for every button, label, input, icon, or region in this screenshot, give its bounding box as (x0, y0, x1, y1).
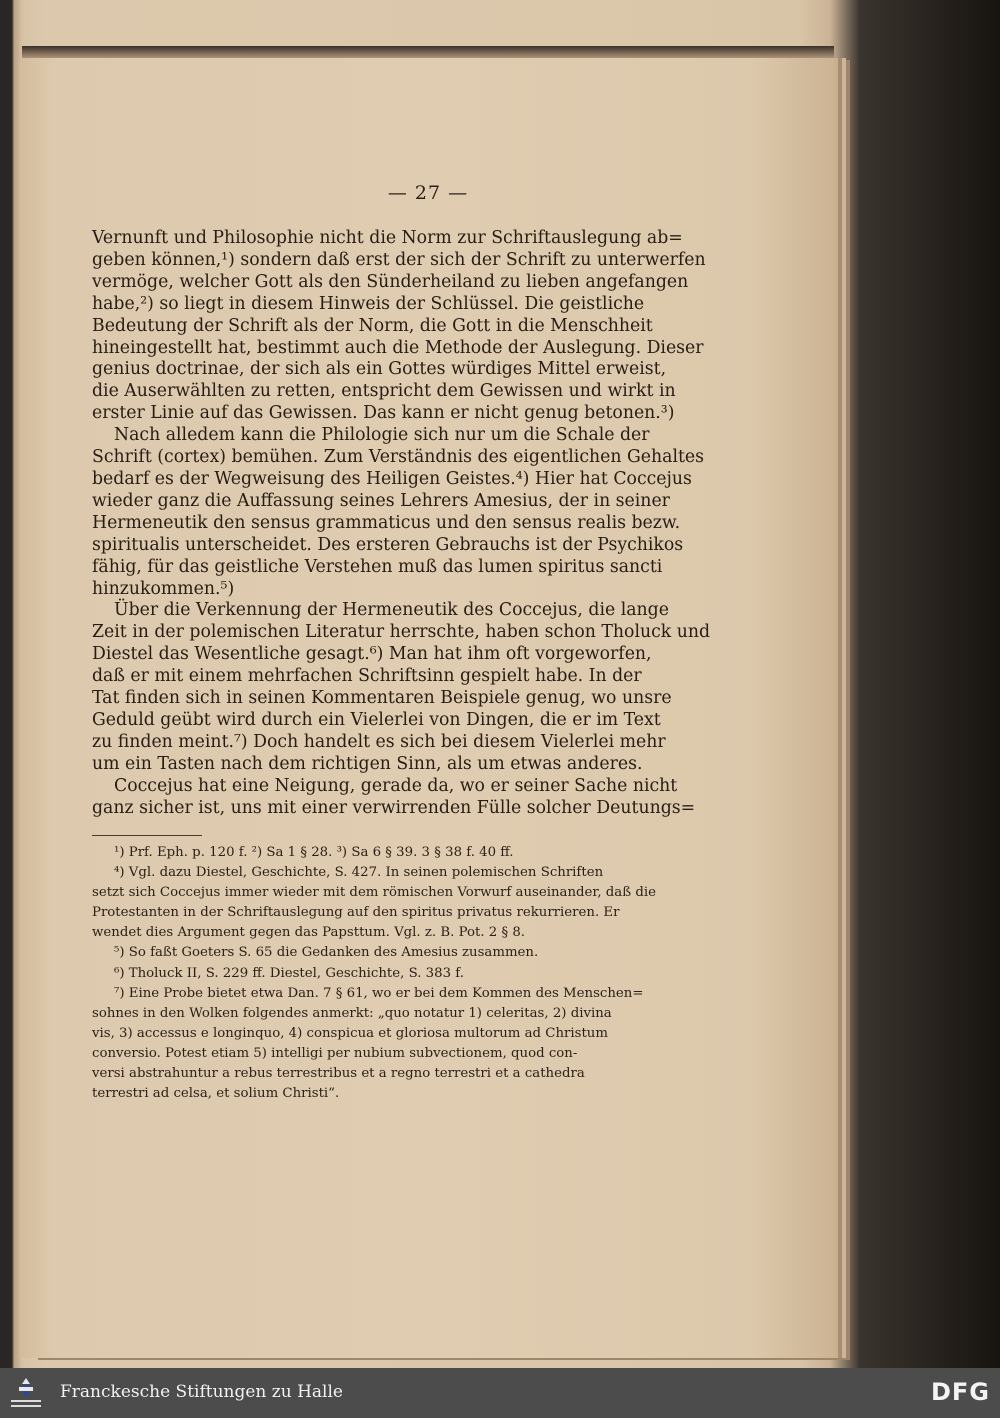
text-line: zu finden meint.⁷) Doch handelt es sich bei diesem Vielerlei mehr (92, 731, 666, 752)
text-line: wieder ganz die Auffassung seines Lehrers Amesius, der in seiner (92, 490, 670, 511)
text-line: daß er mit einem mehrfachen Schriftsinn gespielt habe. In der (92, 666, 642, 687)
text-line: habe,²) so liegt in diesem Hinweis der Schlüssel. Die geistliche (92, 293, 645, 314)
text-line: geben können,¹) sondern daß erst der sich der Schrift zu unterwerfen (92, 249, 706, 270)
footnote-line: ¹) Prf. Eph. p. 120 f. ²) Sa 1 § 28. ³) Sa 6 § 39. 3 § 38 f. 40 ff. (114, 845, 514, 860)
text-line: genius doctrinae, der sich als ein Gottes würdiges Mittel erweist, (92, 359, 667, 380)
text-line: Über die Verkennung der Hermeneutik des Coccejus, die lange (114, 600, 669, 621)
text-line: Schrift (cortex) bemühen. Zum Verständnis des eigentlichen Gehaltes (92, 447, 705, 468)
text-line: Geduld geübt wird durch ein Vielerlei von Dingen, die er im Text (92, 709, 661, 730)
paragraph (92, 228, 706, 425)
footnote-line: setzt sich Coccejus immer wieder mit dem römischen Vorwurf auseinander, daß die (92, 885, 656, 901)
footnote-line: ⁶) Tholuck II, S. 229 ff. Diestel, Geschichte, S. 383 f. (114, 965, 464, 981)
footnote-separator (92, 835, 202, 836)
text-line: fähig, für das geistliche Verstehen muß das lumen spiritus sancti (92, 556, 663, 577)
text-line: bedarf es der Wegweisung des Heiligen Geistes.⁴) Hier hat Coccejus (92, 468, 692, 489)
text-line: ganz sicher ist, uns mit einer verwirrenden Fülle solcher Deutungs= (92, 797, 696, 818)
text-line: Bedeutung der Schrift als der Norm, die Gott in die Menschheit (92, 315, 653, 336)
footnote-line: ⁴) Vgl. dazu Diestel, Geschichte, S. 427. In seinen polemischen Schriften (114, 865, 604, 881)
book-page (22, 58, 834, 1358)
viewer-footer (0, 1368, 1000, 1418)
footnote-line: versi abstrahuntur a rebus terrestribus et a regno terrestri et a cathedra (92, 1066, 585, 1082)
text-line: hinzukommen.⁵) (92, 578, 235, 599)
text-line: Zeit in der polemischen Literatur herrschte, haben schon Tholuck und (92, 622, 711, 643)
footnote-line: vis, 3) accessus e longinquo, 4) conspicua et gloriosa multorum ad Christum (92, 1025, 608, 1041)
page-number: — 27 — (387, 182, 469, 204)
text-line: vermöge, welcher Gott als den Sünderheiland zu lieben angefangen (92, 271, 689, 292)
paragraph (92, 425, 705, 600)
text-line: spiritualis unterscheidet. Des ersteren Gebrauchs ist der Psychikos (92, 534, 684, 555)
text-line: hineingestellt hat, bestimmt auch die Methode der Auslegung. Dieser (92, 337, 704, 358)
footnotes (92, 843, 656, 1104)
text-line: die Auserwählten zu retten, entspricht dem Gewissen und wirkt in (92, 381, 676, 402)
text-line: Hermeneutik den sensus grammaticus und den sensus realis bezw. (92, 512, 681, 533)
footnote-line: conversio. Potest etiam 5) intelligi per nubium subvectionem, quod con- (92, 1045, 578, 1061)
footnote-line: Protestanten in der Schriftauslegung auf den spiritus privatus rekurrieren. Er (92, 905, 620, 921)
text-line: Tat finden sich in seinen Kommentaren Beispiele genug, wo unsre (92, 688, 672, 709)
footnote-line: ⁷) Eine Probe bietet etwa Dan. 7 § 61, wo er bei dem Kommen des Menschen= (114, 985, 644, 1001)
text-line: Coccejus hat eine Neigung, gerade da, wo er seiner Sache nicht (114, 775, 678, 796)
footer-title[interactable]: Franckesche Stiftungen zu Halle (60, 1382, 343, 1402)
dfg-logo[interactable]: DFG (930, 1378, 990, 1406)
text-line: Diestel das Wesentliche gesagt.⁶) Man hat ihm oft vorgeworfen, (92, 644, 652, 665)
franckesche-logo-icon[interactable] (8, 1374, 44, 1412)
text-line: Nach alledem kann die Philologie sich nur um die Schale der (114, 425, 650, 446)
paragraph (92, 775, 696, 820)
footnote-line: ⁵) So faßt Goeters S. 65 die Gedanken des Amesius zusammen. (114, 945, 539, 961)
footnote-line: wendet dies Argument gegen das Papsttum. Vgl. z. B. Pot. 2 § 8. (92, 925, 526, 941)
text-line: um ein Tasten nach dem richtigen Sinn, als um etwas anderes. (92, 753, 643, 774)
paragraph (92, 600, 711, 775)
text-line: Vernunft und Philosophie nicht die Norm zur Schriftauslegung ab= (92, 228, 683, 248)
footnote-line: sohnes in den Wolken folgendes anmerkt: „quo notatur 1) celeritas, 2) divina (92, 1005, 612, 1021)
text-line: erster Linie auf das Gewissen. Das kann er nicht genug betonen.³) (92, 403, 675, 424)
footnote-line: terrestri ad celsa, et solium Christi“. (92, 1086, 340, 1102)
main-text (92, 228, 711, 819)
